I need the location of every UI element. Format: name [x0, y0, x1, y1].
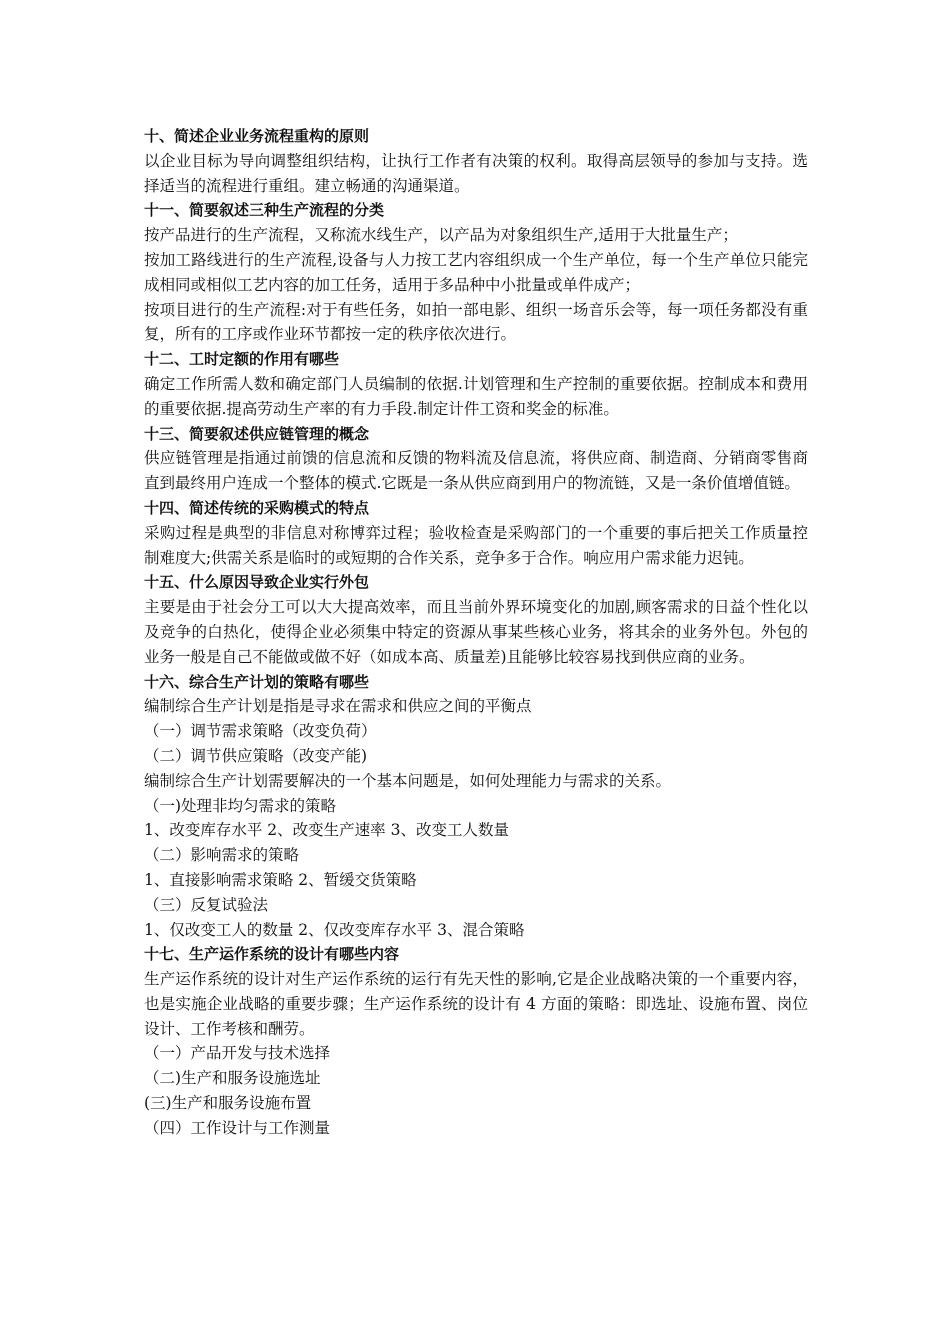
section-14	[144, 496, 808, 570]
document-page	[144, 124, 808, 1141]
paragraph: 编制综合生产计划是指是寻求在需求和供应之间的平衡点	[144, 697, 532, 716]
section-heading: 十一、简要叙述三种生产流程的分类	[144, 201, 385, 220]
list-item: 1、改变库存水平 2、改变生产速率 3、改变工人数量	[144, 821, 509, 840]
paragraph: 编制综合生产计划需要解决的一个基本问题是，如何处理能力与需求的关系。	[144, 771, 672, 790]
paragraph: 供应链管理是指通过前馈的信息流和反馈的物料流及信息流，将供应商、制造商、分销商零售商直到最终用户连成一个整体的模式.它既是一条从供应商到用户的物流链，又是一条价值增值链。	[144, 449, 808, 493]
section-heading: 十、简述企业业务流程重构的原则	[144, 127, 370, 145]
paragraph: 以企业目标为导向调整组织结构，让执行工作者有决策的权利。取得高层领导的参加与支持。选择适当的流程进行重组。建立畅通的沟通渠道。	[144, 151, 808, 195]
section-heading: 十二、工时定额的作用有哪些	[144, 350, 340, 369]
list-item: （二)生产和服务设施选址	[144, 1069, 321, 1088]
list-item: （三）反复试验法	[144, 895, 269, 914]
list-item: （一)处理非均匀需求的策略	[144, 796, 337, 815]
paragraph: 确定工作所需人数和确定部门人员编制的依据.计划管理和生产控制的重要依据。控制成本和费用的重要依据.提高劳动生产率的有力手段.制定计件工资和奖金的标准。	[144, 374, 808, 418]
paragraph: 按项目进行的生产流程:对于有些任务，如拍一部电影、组织一场音乐会等，每一项任务都没有重复，所有的工序或作业环节都按一定的秩序依次进行。	[144, 300, 808, 344]
section-16	[144, 670, 808, 943]
list-item: （一）产品开发与技术选择	[144, 1044, 331, 1063]
list-item: （二）调节供应策略（改变产能)	[144, 746, 368, 765]
list-item: （一）调节需求策略（改变负荷）	[144, 722, 377, 741]
paragraph: 主要是由于社会分工可以大大提高效率，而且当前外界环境变化的加剧,顾客需求的日益个性化以及竞争的白热化，使得企业必须集中特定的资源从事某些核心业务，将其余的业务外包。外包的业务一般是自己不能做或做不好（如成本高、质量差)且能够比较容易找到供应商的业务。	[144, 598, 808, 666]
section-15	[144, 570, 808, 669]
paragraph: 采购过程是典型的非信息对称博弈过程；验收检查是采购部门的一个重要的事后把关工作质量控制难度大;供需关系是临时的或短期的合作关系，竞争多于合作。响应用户需求能力迟钝。	[144, 523, 808, 567]
list-item: 1、仅改变工人的数量 2、仅改变库存水平 3、混合策略	[144, 920, 525, 939]
paragraph: 按产品进行的生产流程，又称流水线生产，以产品为对象组织生产,适用于大批量生产；	[144, 226, 738, 245]
list-item: （二）影响需求的策略	[144, 846, 300, 865]
section-12	[144, 347, 808, 421]
list-item: （四）工作设计与工作测量	[144, 1118, 331, 1137]
section-heading: 十五、什么原因导致企业实行外包	[144, 573, 370, 592]
list-item: (三)生产和服务设施布置	[144, 1094, 312, 1113]
section-heading: 十四、简述传统的采购模式的特点	[144, 498, 370, 517]
paragraph: 生产运作系统的设计对生产运作系统的运行有先天性的影响,它是企业战略决策的一个重要内容，也是实施企业战略的重要步骤；生产运作系统的设计有 4 方面的策略：即选址、设施布置、岗位设计、工作考核和酬劳。	[144, 970, 808, 1038]
section-heading: 十六、综合生产计划的策略有哪些	[144, 672, 370, 691]
section-10	[144, 124, 808, 198]
section-11	[144, 198, 808, 347]
list-item: 1、直接影响需求策略 2、暂缓交货策略	[144, 870, 417, 889]
section-17	[144, 942, 808, 1140]
section-13	[144, 422, 808, 496]
paragraph: 按加工路线进行的生产流程,设备与人力按工艺内容组织成一个生产单位，每一个生产单位只能完成相同或相似工艺内容的加工任务，适用于多品种中小批量或单件成产；	[144, 250, 808, 294]
section-heading: 十三、简要叙述供应链管理的概念	[144, 424, 370, 443]
section-heading: 十七、生产运作系统的设计有哪些内容	[144, 945, 400, 964]
